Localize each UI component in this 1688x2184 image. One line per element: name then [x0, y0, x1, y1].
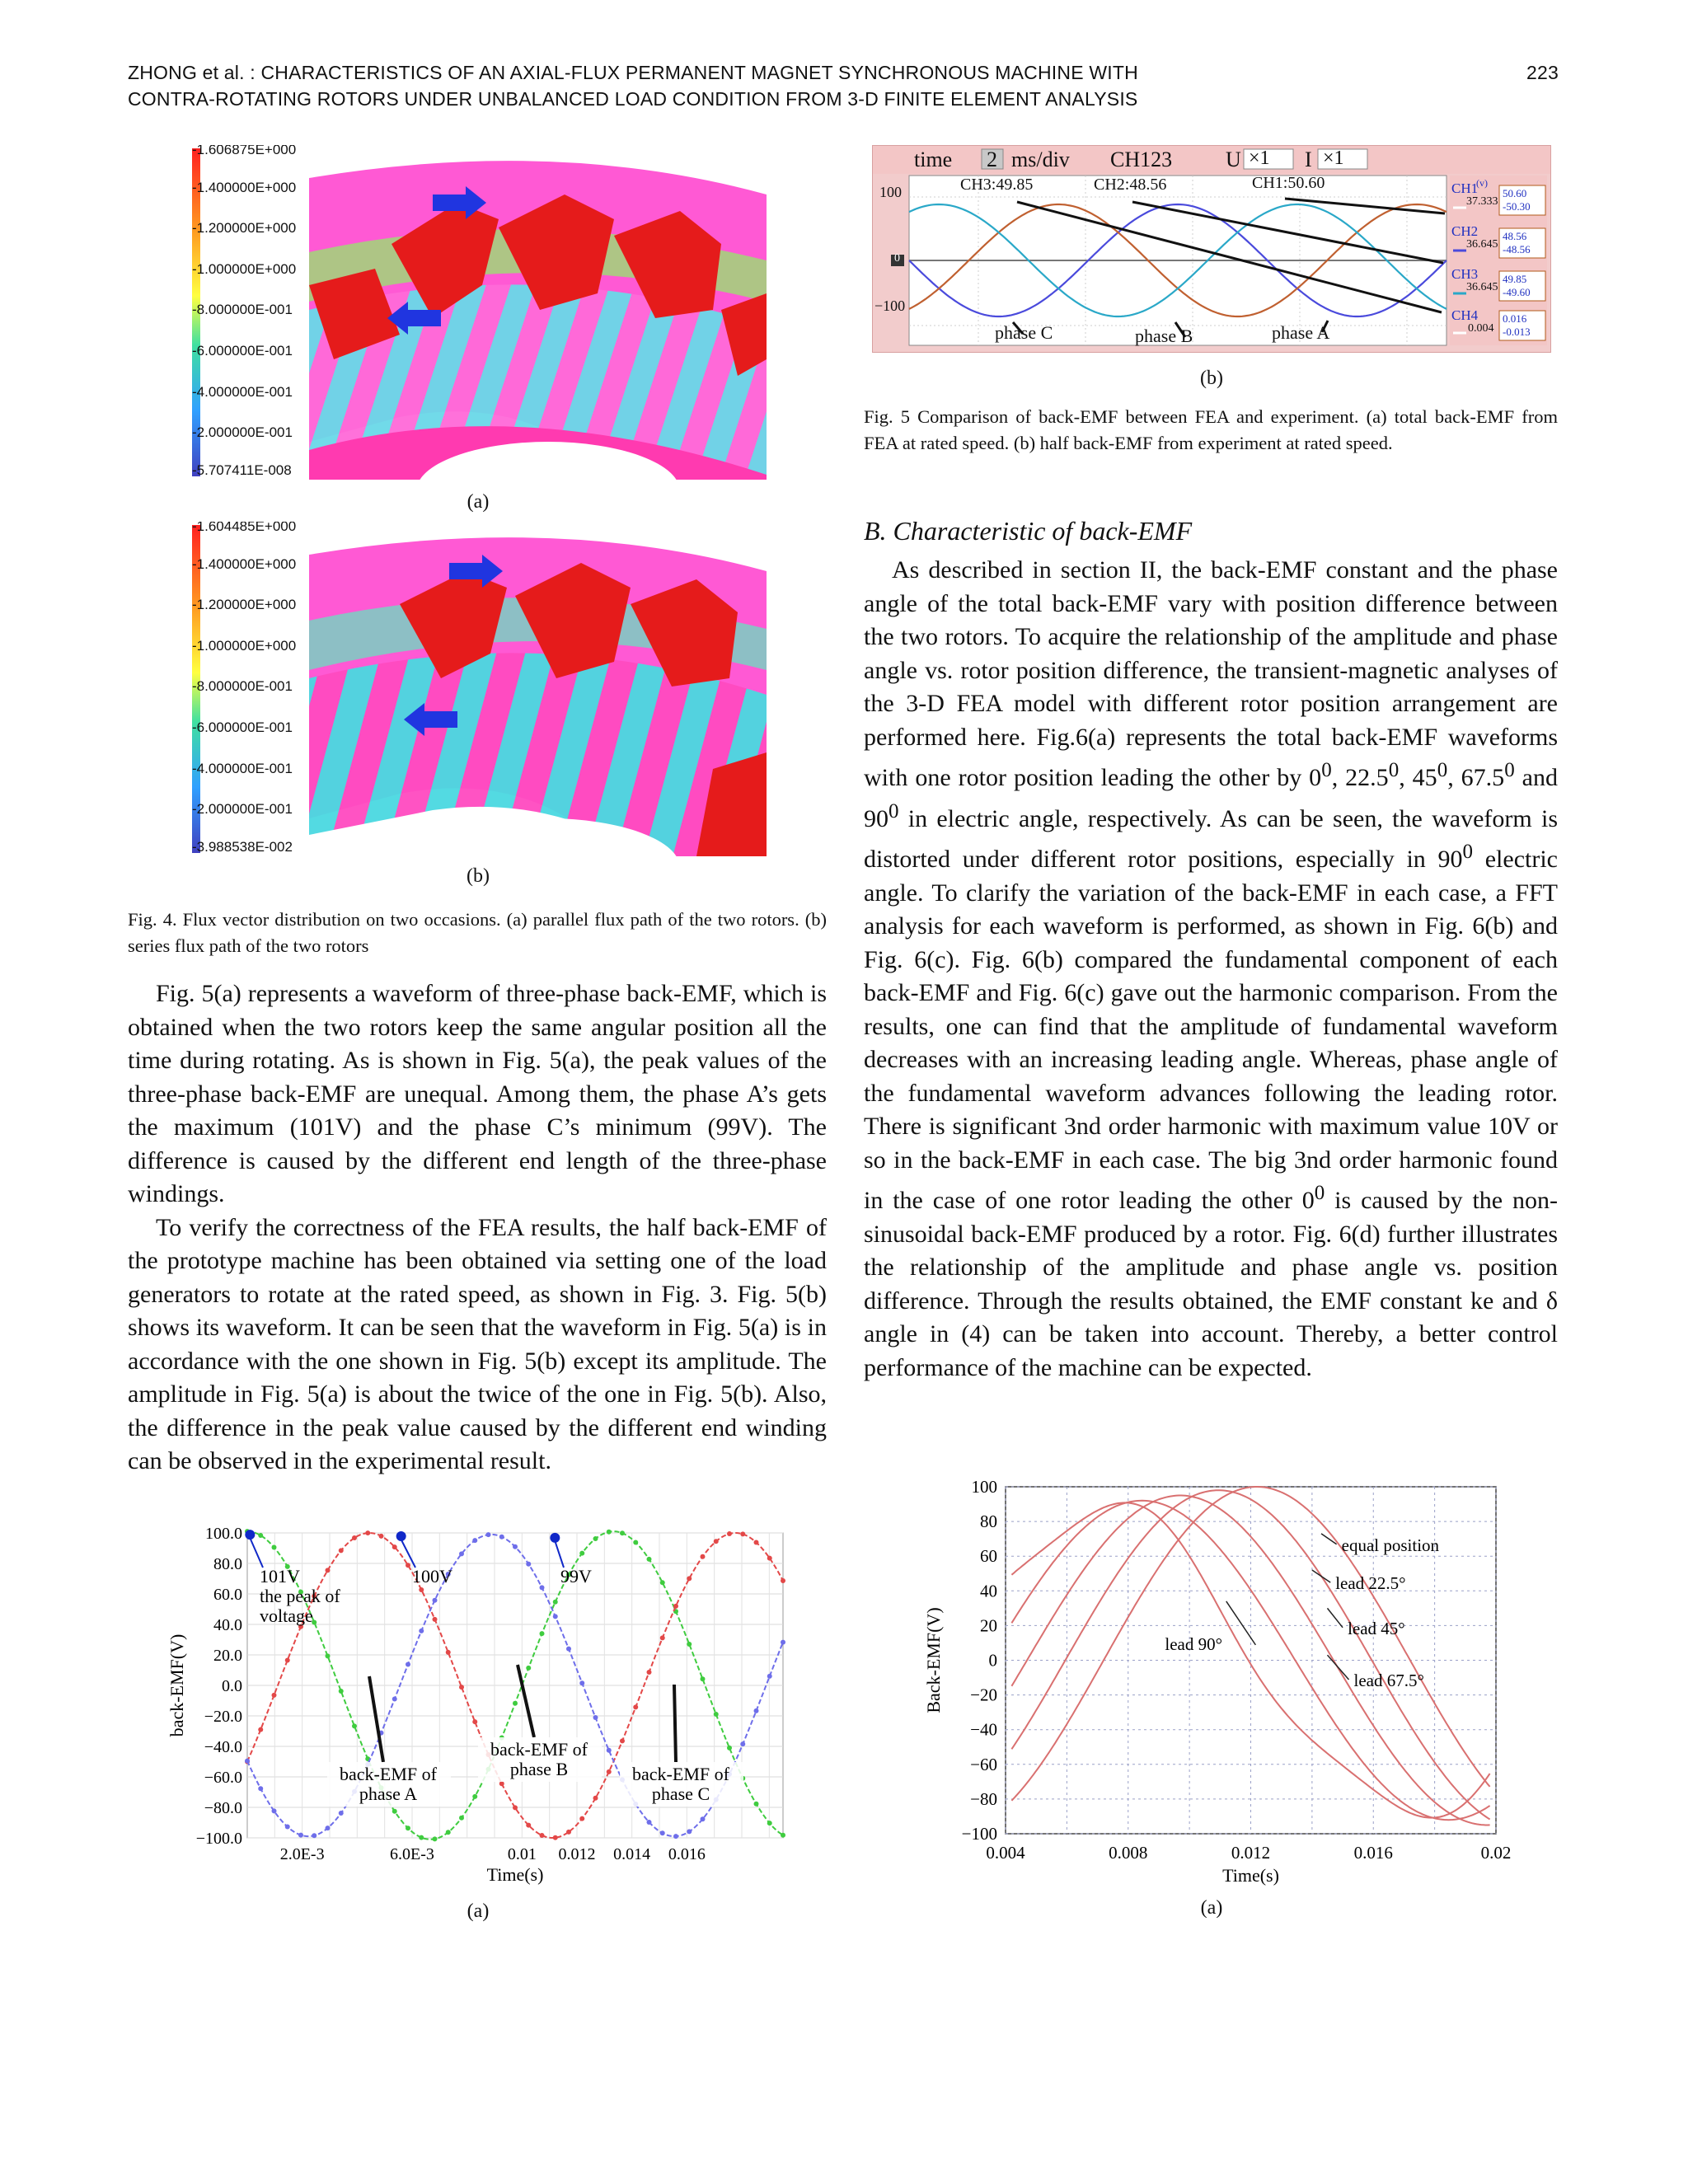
- scope-div-value: 2: [987, 148, 997, 171]
- fig5a-x-axis-label: Time(s): [486, 1864, 544, 1885]
- fig5a-point-phase-c: [499, 1535, 504, 1540]
- ch3-value: 36.645: [1466, 281, 1498, 293]
- fig5a-point-phase-c: [593, 1715, 598, 1720]
- ch2-min: -48.56: [1503, 243, 1531, 255]
- fig5a-point-phase-b: [406, 1563, 410, 1568]
- fig4b-flux-image: -1.604485E+000 -1.400000E+000 -1.200000E+000 -1.000000E+000 -8.000000E-001 -6.000000E-001 -4.000000E-001 -2.000000E-001 -3.988538E-002: [185, 522, 767, 856]
- fig5a-point-phase-a: [553, 1600, 558, 1605]
- fig5a-point-phase-a: [607, 1530, 612, 1535]
- ch3-name: CH3: [1451, 266, 1479, 282]
- fig5a-point-phase-b: [258, 1727, 263, 1732]
- fig5a-ytick-label: −80.0: [204, 1799, 242, 1817]
- fig5a-point-phase-a: [579, 1551, 584, 1556]
- fig5a-xtick-label: 6.0E-3: [390, 1845, 434, 1863]
- paragraph-back-emf-characteristic: As described in section II, the back-EMF constant and the phase angle of the total back-EMF vary with position difference between the two rotors. To acquire the relationship of the amplitude and phase angle vs. rotor position difference, the transient-magnetic analyses of the 3-D FEA model with different rotor position arrangement are performed here. Fig.6(a) represents the total back-EMF waveforms with one rotor position leading the other by $0^0$, 22.5$^0$, $45^0$, 67.5$^0$ and $90^0$ in electric angle, respectively. As can be seen, the waveform is distorted under different rotor positions, especially in $90^0$ electric angle. To clarify the variation of the back-EMF in each case, a FFT analysis for each waveform is performed, as shown in Fig. 6(b) and Fig. 6(c). Fig. 6(b) compared the fundamental component of each back-EMF and Fig. 6(c) gave out the harmonic comparison. From the results, one can find that the amplitude of fundamental waveform decreases with an increasing leading angle. Whereas, phase angle of the fundamental waveform advances following the leading rotor. There is significant 3nd order harmonic with maximum value 10V or so in the back-EMF in each case. The big 3nd order harmonic found in the case of one rotor leading the other $0^0$ is caused by the non-sinusoidal back-EMF produced by a rotor. Fig. 6(d) further illustrates the relationship of the amplitude and phase angle vs. position difference. Through the results obtained, the EMF constant ke and δ angle in (4) can be taken into account. Thereby, a better control performance of the machine can be expected.: [864, 556, 1558, 1381]
- scope-readout-ch3: CH3:49.85: [960, 176, 1034, 194]
- fig4a-flux-image: -1.606875E+000 -1.400000E+000 -1.200000E+000 -1.000000E+000 -8.000000E-001 -6.000000E-001 -4.000000E-001 -2.000000E-001 -5.707411E-008: [185, 145, 767, 480]
- fig5a-point-phase-a: [472, 1794, 477, 1799]
- fig5a-point-phase-b: [727, 1531, 732, 1536]
- fig5a-chart: [165, 1508, 799, 1896]
- fig5a-point-phase-a: [446, 1830, 451, 1835]
- fig6a-ytick-label: 60: [980, 1546, 997, 1567]
- fig5a-point-phase-a: [701, 1676, 706, 1681]
- scope-phase-b-label: phase B: [1135, 326, 1193, 346]
- fig5a-point-phase-b: [285, 1657, 290, 1662]
- fig6a-ytick-label: 40: [980, 1581, 997, 1601]
- scope-phase-a-label: phase A: [1272, 322, 1330, 343]
- fig5a-point-phase-a: [459, 1816, 464, 1821]
- fig5a-point-phase-b: [540, 1833, 545, 1838]
- fig6a-ytick-label: −40: [970, 1719, 997, 1740]
- fig5a-point-phase-b: [660, 1635, 665, 1640]
- scope-time-label: time: [914, 148, 953, 171]
- fig5a-ytick-label: 80.0: [213, 1555, 242, 1573]
- fig5a-point-phase-a: [433, 1836, 438, 1841]
- fig5a-point-phase-a: [714, 1712, 719, 1717]
- fig5a-point-phase-a: [352, 1723, 357, 1728]
- scope-u-scale: ×1: [1249, 148, 1270, 169]
- scope-readout-ch1: CH1:50.60: [1252, 174, 1325, 192]
- fig6a-series-label: lead 90°: [1165, 1633, 1222, 1654]
- fig5a-point-phase-c: [673, 1834, 678, 1839]
- fig5a-peak-note: voltage: [260, 1605, 313, 1626]
- fig4a-scale-6: 4.000000E-001: [196, 384, 293, 400]
- fig6a-x-axis-label: Time(s): [1222, 1865, 1279, 1886]
- fig5a-ytick-label: −20.0: [204, 1708, 242, 1726]
- fig4a-scale-2: 1.200000E+000: [196, 220, 297, 236]
- fig4-caption: Fig. 4. Flux vector distribution on two occasions. (a) parallel flux path of the two rotors. (b) series flux path of the two rotors: [128, 909, 827, 956]
- ch2-name: CH2: [1451, 223, 1479, 239]
- fig4b-scale-4: 8.000000E-001: [196, 678, 293, 694]
- fig5a-point-phase-c: [566, 1647, 571, 1652]
- fig4b-scale-6: 4.000000E-001: [196, 761, 293, 776]
- fig5a-ytick-label: 60.0: [213, 1586, 242, 1604]
- fig5a-point-phase-b: [673, 1604, 678, 1609]
- fig5a-point-phase-b: [687, 1576, 692, 1581]
- fig4b-scale-8: 3.988538E-002: [196, 839, 293, 855]
- fig6a-sublabel: (a): [1200, 1897, 1223, 1919]
- fig5a-point-phase-a: [406, 1825, 410, 1830]
- fig5a-point-phase-c: [513, 1544, 518, 1549]
- fig5a-point-phase-a: [767, 1821, 772, 1825]
- fig6a-chart: [915, 1467, 1558, 1896]
- fig5a-point-phase-a: [326, 1653, 331, 1658]
- fig4a-scale-8: 5.707411E-008: [196, 462, 292, 478]
- fig5a-point-phase-b: [446, 1650, 451, 1655]
- fig5a-annotation-text: phase A: [359, 1783, 418, 1804]
- fig6a-series-label: lead 67.5°: [1353, 1670, 1424, 1690]
- fig5a-point-phase-b: [714, 1539, 719, 1544]
- fig5a-annotation-pointer: [674, 1685, 676, 1762]
- fig5a-point-phase-c: [433, 1598, 438, 1603]
- fig4a-scale-0: 1.606875E+000: [196, 145, 297, 157]
- scope-div-unit: ms/div: [1011, 148, 1070, 171]
- fig5a-point-phase-c: [272, 1808, 277, 1813]
- fig5a-point-phase-c: [526, 1562, 531, 1567]
- fig5a-point-phase-b: [593, 1796, 598, 1801]
- fig6a-ytick-label: −20: [970, 1685, 997, 1705]
- fig5a-point-phase-b: [272, 1693, 277, 1698]
- fig5a-point-phase-a: [660, 1580, 665, 1585]
- fig6a-series-label: lead 22.5°: [1335, 1573, 1406, 1594]
- fig5a-point-phase-b: [579, 1816, 584, 1821]
- fig5a-point-phase-a: [513, 1701, 518, 1706]
- fig4a-scale-3: 1.000000E+000: [196, 261, 297, 277]
- fig5a-point-phase-c: [258, 1786, 263, 1791]
- fig5a-point-phase-b: [633, 1704, 638, 1709]
- fig5a-point-phase-b: [767, 1556, 772, 1561]
- scope-y-bottom: −100: [874, 298, 906, 314]
- fig5a-point-phase-b: [339, 1548, 344, 1553]
- fig5a-point-phase-c: [660, 1830, 665, 1835]
- fig5a-xtick-label: 0.012: [558, 1845, 596, 1863]
- fig6a-xtick-label: 0.008: [1109, 1843, 1148, 1863]
- fig5a-point-phase-a: [392, 1809, 397, 1814]
- fig5a-ytick-label: 0.0: [222, 1677, 242, 1695]
- fig6a-series-label: equal position: [1341, 1535, 1440, 1555]
- fig5a-point-phase-c: [245, 1759, 250, 1764]
- ch4-name: CH4: [1451, 307, 1479, 323]
- fig5a-point-phase-c: [486, 1532, 491, 1537]
- fig5a-point-phase-c: [767, 1674, 772, 1679]
- fig5a-point-phase-a: [526, 1666, 531, 1671]
- fig5a-point-phase-b: [607, 1769, 612, 1774]
- fig5a-point-phase-b: [392, 1544, 397, 1549]
- fig5a-point-phase-b: [526, 1823, 531, 1828]
- scope-channels: CH123: [1110, 148, 1173, 171]
- fig5a-point-phase-a: [620, 1530, 625, 1535]
- ch2-max: 48.56: [1503, 230, 1527, 242]
- fig5a-point-phase-c: [540, 1585, 545, 1590]
- fig5a-point-phase-a: [781, 1833, 785, 1838]
- fig5a-point-phase-b: [740, 1531, 745, 1536]
- scope-i-label: I: [1305, 148, 1312, 171]
- fig6a-ytick-label: −60: [970, 1754, 997, 1774]
- fig5a-point-phase-c: [740, 1741, 745, 1746]
- fig5a-point-phase-a: [339, 1689, 344, 1694]
- fig5a-xtick-label: 0.014: [613, 1845, 651, 1863]
- fig5a-point-phase-b: [472, 1719, 477, 1724]
- fig5a-point-phase-c: [298, 1833, 303, 1838]
- fig5a-point-phase-b: [365, 1530, 370, 1535]
- fig5a-ytick-label: −100.0: [195, 1830, 242, 1848]
- fig5b-oscilloscope: [872, 145, 1551, 353]
- fig5a-point-phase-b: [566, 1830, 571, 1835]
- fig5a-point-phase-a: [258, 1533, 263, 1538]
- fig5b-sublabel: (b): [1200, 368, 1223, 389]
- fig5a-point-phase-b: [433, 1617, 438, 1622]
- fig5a-peak-note: the peak of: [260, 1586, 340, 1606]
- fig5a-peak-label: 99V: [560, 1566, 592, 1586]
- fig5a-point-phase-b: [553, 1835, 558, 1840]
- fig5a-point-phase-c: [312, 1833, 316, 1838]
- fig5a-ytick-label: −60.0: [204, 1769, 242, 1787]
- fig4a-scale-4: 8.000000E-001: [196, 302, 293, 317]
- fig5a-point-phase-a: [272, 1545, 277, 1550]
- fig5a-point-phase-b: [781, 1578, 785, 1583]
- fig6a-xtick-label: 0.016: [1353, 1843, 1393, 1863]
- fig5a-peak-label: 101V: [260, 1566, 300, 1586]
- fig5a-point-phase-a: [727, 1746, 732, 1750]
- fig5a-point-phase-a: [419, 1835, 424, 1840]
- fig6a-y-axis-label: Back-EMF(V): [923, 1607, 944, 1713]
- fig4a-scale-7: 2.000000E-001: [196, 424, 293, 440]
- fig5a-y-axis-label: back-EMF(V): [166, 1633, 187, 1737]
- fig5a-annotation-text: back-EMF of: [490, 1739, 588, 1760]
- fig5a-point-phase-c: [392, 1697, 397, 1702]
- ch1-min: -50.30: [1503, 200, 1531, 213]
- fig6a-ytick-label: −100: [961, 1824, 997, 1844]
- fig5a-point-phase-b: [419, 1587, 424, 1592]
- scope-phase-c-label: phase C: [995, 322, 1053, 343]
- fig5a-annotation-text: phase B: [509, 1759, 569, 1779]
- scope-zero-marker: 0: [894, 252, 900, 265]
- ch4-min: -0.013: [1503, 326, 1531, 338]
- ch2-value: 36.645: [1466, 238, 1498, 251]
- fig4a-scale-1: 1.400000E+000: [196, 180, 297, 195]
- fig5a-ytick-label: 40.0: [213, 1616, 242, 1634]
- fig5-caption: Fig. 5 Comparison of back-EMF between FEA and experiment. (a) total back-EMF from FEA at rated speed. (b) half back-EMF from experiment at rated speed.: [864, 406, 1558, 453]
- fig6a-xtick-label: 0.004: [986, 1843, 1025, 1863]
- paragraph-fig5a: Fig. 5(a) represents a waveform of three-phase back-EMF, which is obtained when the two rotors keep the same angular position all the time during rotating. As is shown in Fig. 5(a), the peak values of the three-phase back-EMF are unequal. Among them, the phase A’s gets the maximum (101V) and the phase C’s minimum (99V). The difference is caused by the different end length of the three-phase windings.: [128, 980, 827, 1207]
- fig5a-annotation-text: back-EMF of: [632, 1764, 729, 1784]
- ch1-max: 50.60: [1503, 187, 1527, 199]
- fig5a-point-phase-c: [647, 1820, 652, 1825]
- fig4a-sublabel: (a): [467, 491, 490, 513]
- fig4b-scale-5: 6.000000E-001: [196, 719, 293, 735]
- fig5a-point-phase-c: [472, 1538, 477, 1543]
- fig5a-point-phase-a: [754, 1802, 759, 1807]
- fig5a-point-phase-c: [781, 1640, 785, 1645]
- fig5a-xtick-label: 0.01: [507, 1845, 537, 1863]
- scope-u-label: U: [1226, 148, 1241, 171]
- fig5a-point-phase-b: [647, 1670, 652, 1675]
- fig5a-point-phase-a: [540, 1631, 545, 1636]
- fig5a-point-phase-b: [326, 1568, 331, 1572]
- fig6a-ytick-label: 100: [971, 1477, 997, 1497]
- fig5a-point-phase-b: [513, 1805, 518, 1810]
- fig5a-point-phase-c: [607, 1748, 612, 1753]
- fig6a-xtick-label: 0.012: [1231, 1843, 1271, 1863]
- fig5a-point-phase-c: [419, 1629, 424, 1633]
- fig4b-scale-7: 2.000000E-001: [196, 801, 293, 817]
- fig5a-point-phase-b: [379, 1534, 384, 1539]
- scope-y-top: 100: [879, 184, 902, 200]
- ch3-max: 49.85: [1503, 273, 1527, 285]
- fig5a-point-phase-c: [326, 1825, 331, 1830]
- fig5a-xtick-label: 2.0E-3: [279, 1845, 325, 1863]
- fig4b-scale-0: 1.604485E+000: [196, 522, 297, 534]
- fig5a-xtick-label: 0.016: [668, 1845, 706, 1863]
- fig5a-annotation-text: back-EMF of: [340, 1764, 437, 1784]
- fig5a-ytick-label: 100.0: [205, 1525, 242, 1543]
- fig4a-scale-5: 6.000000E-001: [196, 343, 293, 359]
- fig4b-scale-3: 1.000000E+000: [196, 638, 297, 654]
- fig5a-ytick-label: 20.0: [213, 1647, 242, 1665]
- fig5a-point-phase-b: [459, 1685, 464, 1690]
- fig6a-ytick-label: 0: [988, 1650, 997, 1671]
- fig4b-scale-2: 1.200000E+000: [196, 597, 297, 612]
- fig5a-point-phase-c: [701, 1816, 706, 1821]
- fig5a-point-phase-c: [553, 1614, 558, 1619]
- fig5a-point-phase-b: [754, 1540, 759, 1544]
- fig5a-point-phase-b: [701, 1554, 706, 1559]
- fig6a-xtick-label: 0.02: [1480, 1843, 1512, 1863]
- ch3-min: -49.60: [1503, 286, 1531, 298]
- section-b-heading: B. Characteristic of back-EMF: [864, 516, 1193, 546]
- ch4-max: 0.016: [1503, 312, 1527, 325]
- fig5a-point-phase-a: [647, 1557, 652, 1562]
- fig5a-point-phase-a: [593, 1536, 598, 1541]
- fig5a-point-phase-c: [579, 1680, 584, 1685]
- fig5a-point-phase-a: [687, 1642, 692, 1647]
- fig5a-ytick-label: −40.0: [204, 1738, 242, 1756]
- ch1-name: CH1: [1451, 180, 1479, 196]
- scope-i-scale: ×1: [1323, 148, 1344, 169]
- fig5a-point-phase-c: [339, 1811, 344, 1816]
- fig5a-point-phase-b: [499, 1781, 504, 1786]
- fig5a-point-phase-a: [633, 1540, 638, 1545]
- scope-readout-ch2: CH2:48.56: [1094, 176, 1167, 194]
- fig6a-ytick-label: 80: [980, 1511, 997, 1532]
- running-header-line-2: CONTRA-ROTATING ROTORS UNDER UNBALANCED LOAD CONDITION FROM 3-D FINITE ELEMENT ANALYSIS: [128, 88, 1138, 110]
- fig5a-annotation-text: phase C: [651, 1783, 710, 1804]
- ch4-value: 0.004: [1468, 322, 1494, 335]
- running-header-line-1: ZHONG et al. : CHARACTERISTICS OF AN AXIAL-FLUX PERMANENT MAGNET SYNCHRONOUS MACHINE WITH: [128, 62, 1138, 83]
- ch1-value: 37.333: [1466, 195, 1498, 208]
- fig4b-scale-1: 1.400000E+000: [196, 556, 297, 572]
- fig5a-point-phase-c: [754, 1708, 759, 1713]
- fig5a-peak-label: 100V: [412, 1566, 452, 1586]
- page-number: 223: [1526, 62, 1559, 83]
- fig6a-series-label: lead 45°: [1348, 1618, 1405, 1638]
- fig5a-point-phase-b: [352, 1535, 357, 1540]
- fig6a-ytick-label: −80: [970, 1788, 997, 1809]
- fig5a-point-phase-c: [687, 1829, 692, 1834]
- fig5a-point-phase-b: [620, 1738, 625, 1743]
- fig6a-ytick-label: 20: [980, 1615, 997, 1636]
- fig5a-point-phase-c: [285, 1825, 290, 1830]
- paragraph-verification: To verify the correctness of the FEA results, the half back-EMF of the prototype machine has been obtained via setting one of the load generators to rotate at the rated speed, as shown in Fig. 3. Fig. 5(b) shows its waveform. It can be seen that the waveform in Fig. 5(a) is in accordance with the one shown in Fig. 5(b) except its amplitude. The amplitude in Fig. 5(a) is about the twice of the one in Fig. 5(b). Also, the difference in the peak value caused by the different end winding can be observed in the experimental result.: [128, 1213, 827, 1474]
- scope-unit: (v): [1476, 177, 1488, 189]
- fig5a-sublabel: (a): [467, 1900, 490, 1922]
- fig5a-point-phase-c: [406, 1662, 410, 1667]
- fig4b-sublabel: (b): [467, 865, 490, 887]
- fig5a-point-phase-c: [459, 1551, 464, 1556]
